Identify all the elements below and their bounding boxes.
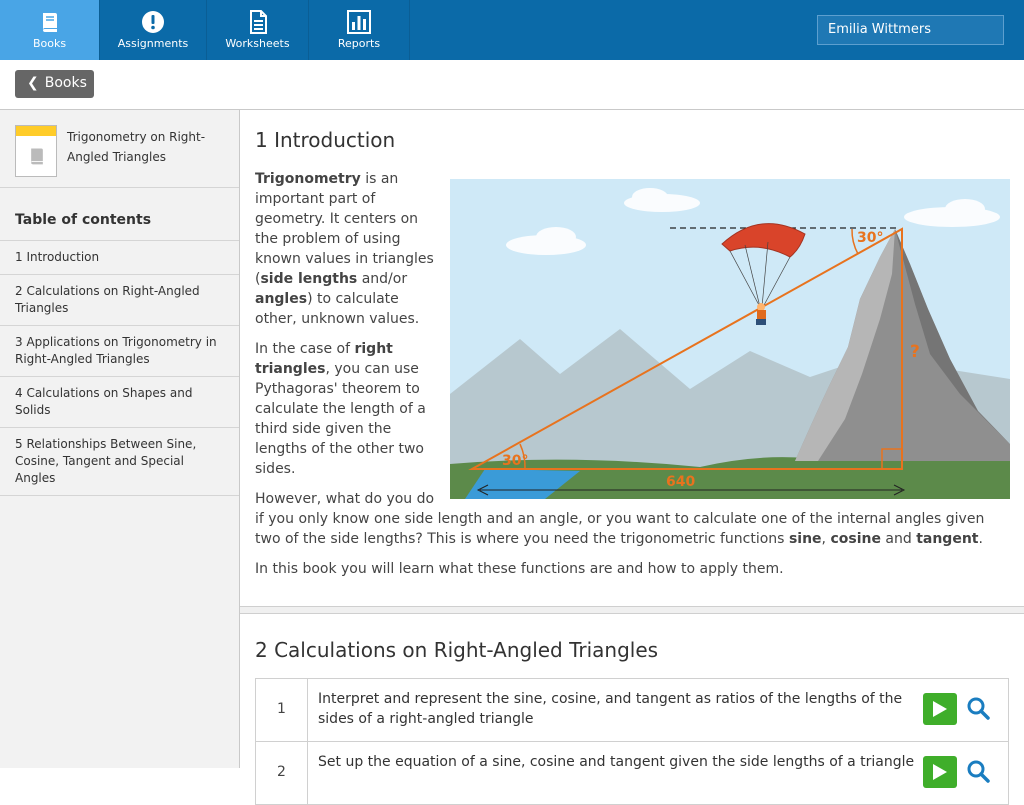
back-to-books-button[interactable]: [15, 70, 94, 98]
book-header: [0, 110, 239, 188]
nav-reports[interactable]: [309, 0, 410, 60]
top-nav: [0, 0, 1024, 60]
toc-heading: Table of contents: [0, 188, 239, 241]
document-icon: [246, 10, 270, 34]
section-introduction: [240, 110, 1024, 606]
main-content: [240, 110, 1024, 780]
paraglider-illustration: [450, 179, 1010, 499]
book-thumbnail: [15, 125, 57, 177]
exercise-row: [255, 741, 1009, 805]
section-title: 2 Calculations on Right-Angled Triangles: [255, 638, 659, 662]
nav-label: Assignments: [117, 37, 189, 50]
angle-label-top: 30°: [857, 230, 884, 246]
nav-worksheets[interactable]: [207, 0, 309, 60]
nav-books[interactable]: [0, 0, 100, 60]
user-menu[interactable]: Emilia Wittmers: [817, 15, 1004, 45]
book-icon: [38, 10, 62, 34]
nav-label: Reports: [337, 37, 381, 50]
angle-label-bottom: 30°: [502, 453, 529, 469]
search-icon[interactable]: [966, 759, 990, 783]
exercise-text: Set up the equation of a sine, cosine and tangent given the side lengths of a triangle: [318, 754, 915, 770]
play-button[interactable]: [923, 693, 957, 725]
search-icon[interactable]: [966, 696, 990, 720]
toc-item-relationships[interactable]: 5 Relationships Between Sine, Cosine, Tangent and Special Angles: [0, 428, 239, 496]
sidebar: [0, 110, 240, 768]
book-title: Trigonometry on Right-Angled Triangles: [67, 130, 206, 164]
exercise-number: 1: [256, 679, 308, 741]
back-button-label: Books: [44, 75, 87, 91]
intro-paragraph-3: However, what do you do if you only know one side length and an angle, or you want to calculate one of the internal angles given two of the side lengths? This is where you need the trigonometric functions sine, cosine and tangent.: [255, 491, 985, 547]
book-icon: [27, 146, 47, 166]
play-icon: [932, 763, 948, 781]
unknown-height-label: ?: [910, 342, 920, 362]
bar-chart-icon: [347, 10, 371, 34]
nav-label: Books: [32, 37, 67, 50]
section-title: 1 Introduction: [255, 128, 396, 152]
sub-header: [0, 60, 1024, 110]
exercise-number: 2: [256, 742, 308, 804]
intro-text: [255, 169, 1010, 589]
base-length-label: 640: [666, 474, 696, 490]
toc-item-shapes-solids[interactable]: 4 Calculations on Shapes and Solids: [0, 377, 239, 428]
chevron-left-icon: ❮: [27, 75, 39, 91]
exercise-text: Interpret and represent the sine, cosine, and tangent as ratios of the lengths of the sides of a right-angled triangle: [318, 691, 903, 727]
exclamation-icon: [141, 10, 165, 34]
intro-paragraph-2: In the case of right triangles, you can use Pythagoras' theorem to calculate the length of a third side given the lengths of the other two sides.: [255, 341, 426, 477]
nav-assignments[interactable]: [100, 0, 207, 60]
toc-item-introduction[interactable]: 1 Introduction: [0, 241, 239, 275]
intro-paragraph-4: In this book you will learn what these functions are and how to apply them.: [255, 561, 784, 577]
intro-paragraph-1: Trigonometry is an important part of geometry. It centers on the problem of using known values in triangles (side lengths and/or angles) to calculate other, unknown values.: [255, 171, 434, 327]
exercise-row: [255, 678, 1009, 742]
nav-label: Worksheets: [225, 37, 290, 50]
play-button[interactable]: [923, 756, 957, 788]
toc-item-applications[interactable]: 3 Applications on Trigonometry in Right-Angled Triangles: [0, 326, 239, 377]
play-icon: [932, 700, 948, 718]
section-divider: [240, 606, 1024, 614]
toc-item-calculations[interactable]: 2 Calculations on Right-Angled Triangles: [0, 275, 239, 326]
